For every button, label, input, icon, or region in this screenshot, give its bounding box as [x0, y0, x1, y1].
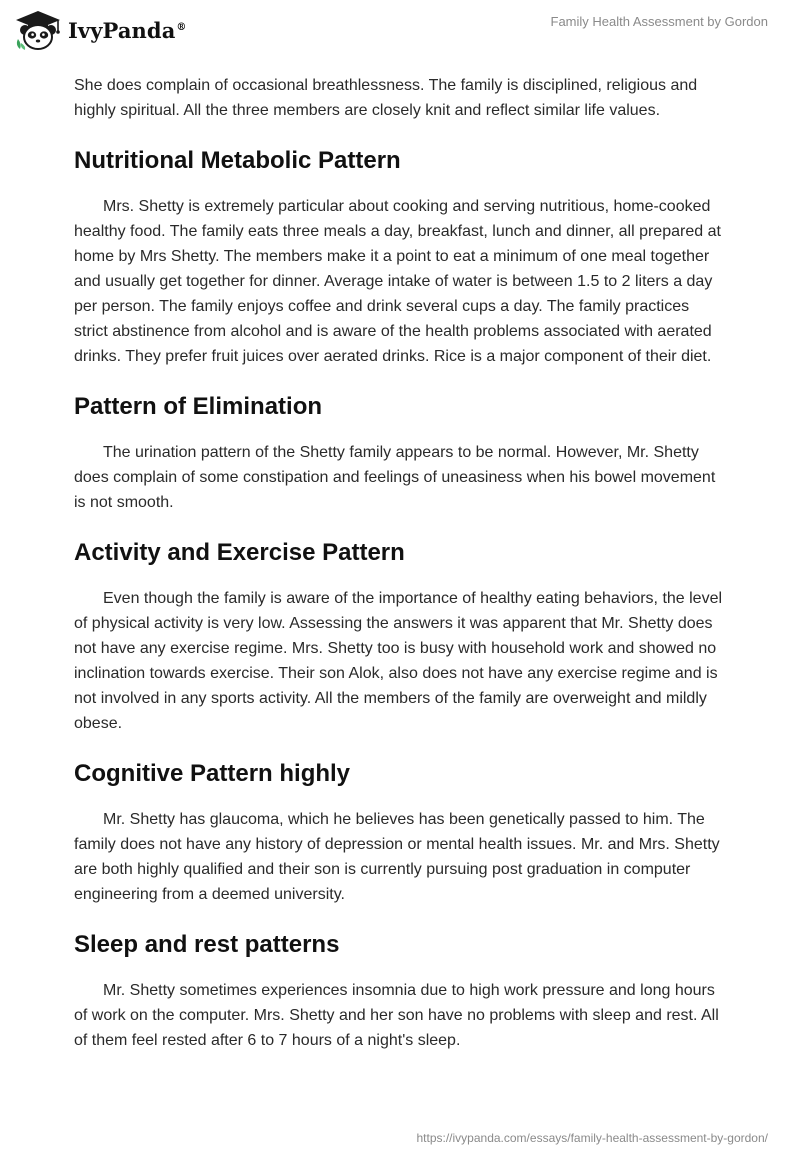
section-paragraph: The urination pattern of the Shetty family appears to be normal. However, Mr. Shetty does complain of some constipation and feelings of uneasiness when his bowel movement is not smooth.	[74, 444, 716, 511]
section-heading: Cognitive Pattern highly	[74, 760, 351, 787]
document-title: Family Health Assessment by Gordon	[550, 14, 768, 29]
section-heading: Activity and Exercise Pattern	[74, 539, 405, 566]
source-url[interactable]: https://ivypanda.com/essays/family-health-assessment-by-gordon/	[416, 1131, 768, 1145]
section-paragraph: Mr. Shetty has glaucoma, which he believes has been genetically passed to him. The family does not have any history of depression or mental health issues. Mr. and Mrs. Shetty are both highly qualified and their son is currently pursuing post graduation in computer engineering from a deemed university.	[74, 811, 720, 903]
section-heading: Sleep and rest patterns	[74, 931, 340, 958]
intro-paragraph: She does complain of occasional breathlessness. The family is disciplined, religious and highly spiritual. All the three members are closely knit and reflect similar life values.	[74, 77, 698, 119]
section-heading: Nutritional Metabolic Pattern	[74, 147, 401, 174]
registered-mark: ®	[176, 21, 187, 33]
site-logo[interactable]	[14, 9, 187, 51]
section-paragraph: Mr. Shetty sometimes experiences insomnia due to high work pressure and long hours of work on the computer. Mrs. Shetty and her son have no problems with sleep and rest. All of them feel rested after 6 to 7 hours of a night's sleep.	[74, 982, 719, 1049]
page-header	[0, 0, 800, 70]
essay-content	[74, 70, 726, 1053]
section-heading: Pattern of Elimination	[74, 393, 323, 420]
section-paragraph: Mrs. Shetty is extremely particular about cooking and serving nutritious, home-cooked healthy food. The family eats three meals a day, breakfast, lunch and dinner, all prepared at home by Mrs Shetty. The members make it a point to eat a minimum of one meal together and usually get together for dinner. Average intake of water is between 1.5 to 2 liters a day per person. The family enjoys coffee and drink several cups a day. The family practices strict abstinence from alcohol and is aware of the health problems associated with aerated drinks. They prefer fruit juices over aerated drinks. Rice is a major component of their diet.	[74, 198, 721, 365]
section-paragraph: Even though the family is aware of the importance of healthy eating behaviors, the level of physical activity is very low. Assessing the answers it was apparent that Mr. Shetty does not have any exercise regime. Mrs. Shetty too is busy with household work and showed no inclination towards exercise. Their son Alok, also does not have any exercise regime and is not involved in any sports activity. All the members of the family are overweight and mildly obese.	[74, 590, 723, 732]
brand-name: IvyPanda®	[68, 17, 187, 43]
panda-logo-icon	[14, 9, 62, 51]
